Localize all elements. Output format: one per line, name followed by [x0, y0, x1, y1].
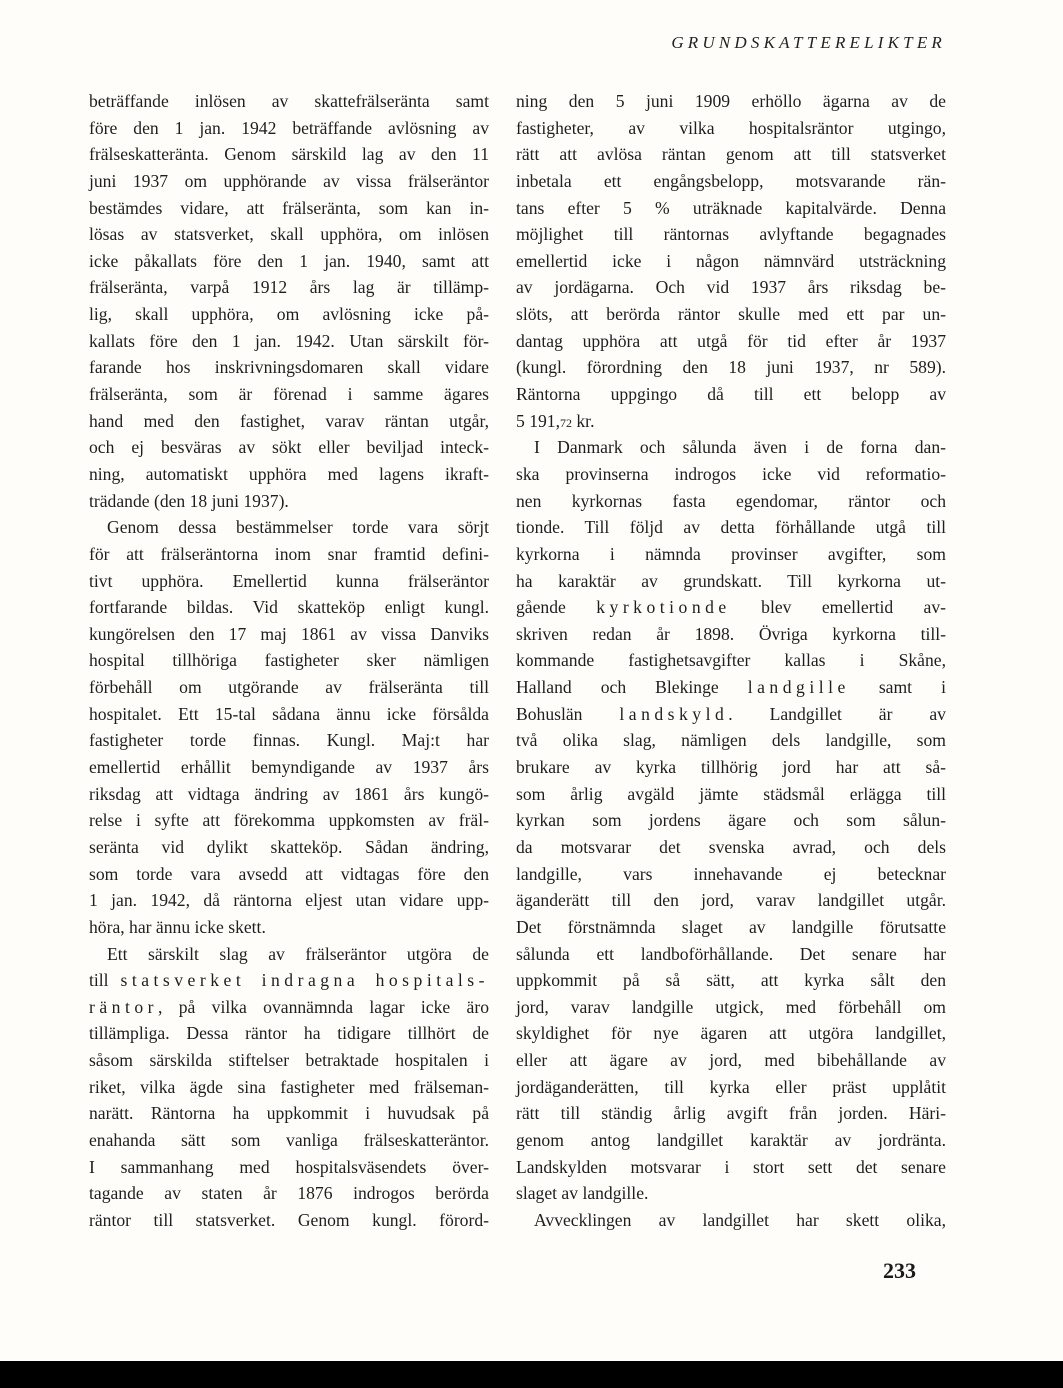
- text-line: Ett särskilt slag av frälseräntor utgöra de: [107, 943, 489, 964]
- text-line: farande hos inskrivningsdomaren skall vidare: [89, 357, 489, 378]
- text-line: bestämdes vidare, att frälseränta, som kan in-: [89, 197, 489, 218]
- text-line: lig, skall upphöra, om avlösning icke på-: [89, 304, 489, 325]
- line-text: Halland och Blekinge: [516, 677, 748, 698]
- text-line: ning den 5 juni 1909 erhöllo ägarna av de: [516, 91, 946, 111]
- text-line: slöts, att berörda räntor skulle med ett par un-: [516, 304, 946, 325]
- text-line: emellertid icke i någon nämnvärd utsträckning: [516, 250, 946, 271]
- spaced-emphasis: landgille: [747, 677, 850, 698]
- text-line: hospitalet. Ett 15-tal sådana ännu icke försålda: [89, 703, 489, 724]
- text-line: rätt att avlösa räntan genom att till statsverket: [516, 144, 946, 165]
- text-line: [89, 967, 489, 994]
- text-line: jordäganderätten, till kyrka eller präst upplåtit: [516, 1076, 946, 1097]
- line-text: gående: [516, 597, 597, 618]
- text-line: [516, 408, 946, 435]
- left-column: [89, 88, 489, 1234]
- text-line: jord, varav landgille utgick, med förbehåll om: [516, 996, 946, 1017]
- text-line: hospital tillhöriga fastigheter sker nämligen: [89, 650, 489, 671]
- text-line: ning, automatiskt upphöra med lagens ikraft-: [89, 463, 489, 484]
- running-head: GRUNDSKATTERELIKTER: [671, 33, 946, 52]
- amount-value: 5 191,: [516, 410, 560, 431]
- text-line: kyrkan som jordens ägare och som sålun-: [516, 810, 946, 831]
- text-line: trädande (den 18 juni 1937).: [89, 490, 289, 511]
- text-line: tionde. Till följd av detta förhållande utgå till: [516, 517, 946, 538]
- spaced-emphasis: kyrkotionde: [596, 597, 731, 618]
- text-line: emellertid erhållit bemyndigande av 1937 års: [89, 757, 489, 778]
- text-line: ska provinserna indrogos icke vid reformatio-: [516, 463, 946, 484]
- text-line: kallats före den 1 jan. 1942. Utan särskilt för-: [89, 330, 489, 351]
- text-line: före den 1 jan. 1942 beträffande avlösning av: [89, 117, 489, 138]
- amount-unit: kr.: [571, 410, 595, 431]
- text-line: kommande fastighetsavgifter kallas i Skåne,: [516, 650, 946, 671]
- text-line: förbehåll om utgörande av frälseränta till: [89, 677, 489, 698]
- page-number: 233: [883, 1258, 916, 1283]
- text-line: Det förstnämnda slaget av landgille förutsatte: [516, 916, 946, 937]
- line-text: , på vilka ovannämnda lagar icke äro: [158, 996, 489, 1017]
- text-line: tans efter 5 % uträknade kapitalvärde. Denna: [516, 197, 946, 218]
- text-line: fastigheter, av vilka hospitalsräntor utgingo,: [516, 117, 946, 138]
- text-line: Avvecklingen av landgillet har skett olika,: [534, 1209, 946, 1230]
- text-line: Landskylden motsvarar i stort sett det senare: [516, 1156, 946, 1177]
- spaced-emphasis: räntor: [89, 996, 159, 1017]
- text-line: av jordägarna. Och vid 1937 års riksdag be-: [516, 277, 946, 298]
- text-line: kyrkorna i nämnda provinser avgifter, som: [516, 543, 946, 564]
- text-line: I sammanhang med hospitalsväsendets över-: [89, 1156, 489, 1177]
- text-line: räntor till statsverket. Genom kungl. förord-: [89, 1209, 489, 1230]
- text-line: [516, 701, 946, 728]
- text-line: tivt upphöra. Emellertid kunna frälseräntor: [89, 570, 489, 591]
- text-line: två olika slag, nämligen dels landgille, som: [516, 730, 946, 751]
- text-line: ha karaktär av grundskatt. Till kyrkorna ut-: [516, 570, 946, 591]
- text-line: lösas av statsverket, skall upphöra, om inlösen: [89, 224, 489, 245]
- text-line: uppkommit på så sätt, att kyrka sålt den: [516, 970, 946, 991]
- text-line: fortfarande bildas. Vid skatteköp enligt kungl.: [89, 597, 489, 618]
- text-line: beträffande inlösen av skattefrälseränta samt: [89, 91, 489, 111]
- right-column: [516, 88, 946, 1234]
- scan-border: [0, 1361, 1063, 1388]
- line-text: samt i: [849, 677, 946, 698]
- text-line: (kungl. förordning den 18 juni 1937, nr 589).: [516, 357, 946, 378]
- text-line: narätt. Räntorna ha uppkommit i huvudsak på: [89, 1103, 489, 1124]
- text-line: frälseränta, varpå 1912 års lag är tillämp-: [89, 277, 489, 298]
- text-line: [89, 994, 489, 1021]
- amount-decimals: 72: [559, 415, 572, 430]
- text-line: riksdag att vidtaga ändring av 1861 års kungö-: [89, 783, 489, 804]
- text-line: da motsvarar det svenska avrad, och dels: [516, 836, 946, 857]
- text-line: I Danmark och sålunda även i de forna dan-: [534, 437, 946, 458]
- spaced-emphasis: statsverket indragna hospitals-: [120, 970, 489, 991]
- text-line: Räntorna uppgingo då till ett belopp av: [516, 384, 946, 405]
- text-line: tagande av staten år 1876 indrogos berörda: [89, 1183, 489, 1204]
- text-line: inbetala ett engångsbelopp, motsvarande rän-: [516, 170, 946, 191]
- text-line: dantag upphöra att utgå för tid efter år 1937: [516, 330, 946, 351]
- text-line: landgille, vars innehavande ej betecknar: [516, 863, 946, 884]
- text-line: frälseränta, som är förenad i samme ägares: [89, 384, 489, 405]
- text-line: såsom särskilda stiftelser betraktade hospitalen i: [89, 1050, 489, 1071]
- text-line: möjlighet till räntornas avlyftande begagnades: [516, 224, 946, 245]
- text-line: för att frälseräntorna inom snar framtid defini-: [89, 543, 489, 564]
- text-line: skyldighet för nye ägaren att utgöra landgillet,: [516, 1023, 946, 1044]
- text-line: juni 1937 om upphörande av vissa frälseräntor: [89, 170, 489, 191]
- text-line: rätt till ständig årlig avgift från jorden. Häri-: [516, 1103, 946, 1124]
- line-text: . Landgillet är av: [728, 703, 946, 724]
- text-line: skriven redan år 1898. Övriga kyrkorna till-: [516, 623, 946, 644]
- text-line: [516, 674, 946, 701]
- text-line: fastigheter torde finnas. Kungl. Maj:t har: [89, 730, 489, 751]
- line-text: Bohuslän: [516, 703, 620, 724]
- text-line: frälseskatteränta. Genom särskild lag av den 11: [89, 144, 489, 165]
- spaced-emphasis: landskyld: [619, 703, 729, 724]
- text-line: enahanda sätt som vanliga frälseskatteräntor.: [89, 1129, 489, 1150]
- text-line: [516, 594, 946, 621]
- text-line: nen kyrkornas fasta egendomar, räntor och: [516, 490, 946, 511]
- text-line: brukare av kyrka tillhörig jord har att så-: [516, 757, 946, 778]
- text-line: 1 jan. 1942, då räntorna eljest utan vidare upp-: [89, 890, 489, 911]
- text-line: som årlig avgäld jämte städsmål erlägga till: [516, 783, 946, 804]
- text-line: tillämpliga. Dessa räntor ha tidigare tillhört de: [89, 1023, 489, 1044]
- text-line: som torde vara avsedd att vidtagas före den: [89, 863, 489, 884]
- line-text: till: [89, 970, 121, 991]
- text-line: höra, har ännu icke skett.: [89, 916, 266, 937]
- text-line: hand med den fastighet, varav räntan utgår,: [89, 410, 489, 431]
- text-line: kungörelsen den 17 maj 1861 av vissa Danviks: [89, 623, 489, 644]
- text-line: eller att ägare av jord, med bibehållande av: [516, 1050, 946, 1071]
- text-line: relse i syfte att förekomma uppkomsten av fräl-: [89, 810, 489, 831]
- text-line: och ej besväras av sökt eller beviljad inteck-: [89, 437, 489, 458]
- line-text: blev emellertid av-: [730, 597, 946, 618]
- text-line: sålunda ett landboförhållande. Det senare har: [516, 943, 946, 964]
- text-line: riket, vilka ägde sina fastigheter med frälseman-: [89, 1076, 489, 1097]
- text-line: genom antog landgillet karaktär av jordränta.: [516, 1129, 946, 1150]
- text-line: seränta vid dylikt skatteköp. Sådan ändring,: [89, 836, 489, 857]
- text-line: slaget av landgille.: [516, 1183, 649, 1204]
- text-line: icke påkallats före den 1 jan. 1940, samt att: [89, 250, 489, 271]
- text-line: Genom dessa bestämmelser torde vara sörjt: [107, 517, 489, 538]
- text-line: äganderätt till den jord, varav landgillet utgår.: [516, 890, 946, 911]
